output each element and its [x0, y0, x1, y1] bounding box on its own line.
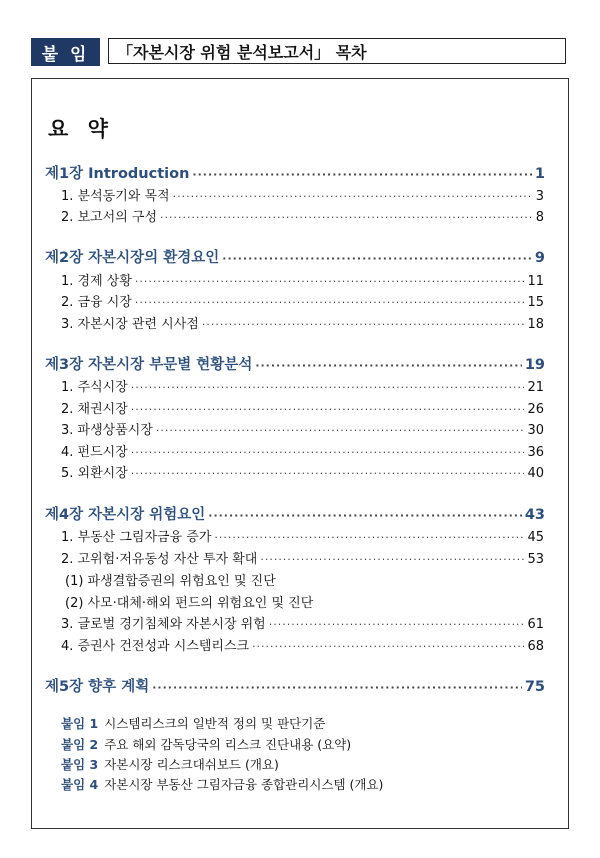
- item-page: 30: [527, 423, 544, 438]
- leader-dots: [135, 296, 525, 309]
- chapter-page: 75: [524, 679, 545, 695]
- leader-dots: [255, 359, 521, 372]
- toc-item[interactable]: [61, 270, 544, 289]
- appendix-text: 주요 해외 감독당국의 리스크 진단내용 (요약): [104, 737, 352, 752]
- item-label: 3. 자본시장 관련 시사점: [61, 317, 199, 332]
- toc-item[interactable]: [61, 419, 544, 438]
- item-page: 18: [527, 317, 544, 332]
- appendix-badge: 붙 임: [31, 38, 100, 66]
- item-page: 11: [527, 274, 544, 289]
- leader-dots: [131, 403, 525, 416]
- leader-dots: [202, 318, 525, 331]
- toc-chapter-1[interactable]: [45, 162, 545, 183]
- toc-item[interactable]: [61, 526, 544, 545]
- appendix-tag: 붙임 4: [61, 777, 99, 792]
- toc-chapter-4[interactable]: [45, 503, 545, 524]
- chapter-page: 9: [534, 250, 545, 266]
- leader-dots: [252, 640, 524, 653]
- item-label: 1. 주식시장: [61, 380, 128, 395]
- chapter-page: 43: [524, 507, 545, 523]
- item-label: 3. 글로벌 경기침체와 자본시장 위험: [61, 617, 266, 632]
- item-page: 8: [535, 210, 544, 225]
- leader-dots: [160, 211, 533, 224]
- chapter-page: 1: [534, 166, 545, 182]
- toc-item[interactable]: [61, 398, 544, 417]
- leader-dots: [269, 618, 525, 631]
- item-label: 5. 외환시장: [61, 466, 128, 481]
- item-page: 15: [527, 295, 544, 310]
- appendix-tag: 붙임 2: [61, 737, 99, 752]
- appendix-item[interactable]: [61, 755, 279, 773]
- appendix-item[interactable]: [61, 735, 351, 753]
- item-label: 2. 금융 시장: [61, 295, 132, 310]
- item-label: 2. 고위험·저유동성 자산 투자 확대: [61, 552, 258, 567]
- appendix-item[interactable]: [61, 714, 325, 732]
- leader-dots: [192, 168, 532, 181]
- item-page: 45: [527, 530, 544, 545]
- item-label: 1. 분석동기와 목적: [61, 189, 170, 204]
- item-page: 26: [527, 402, 544, 417]
- appendix-tag: 붙임 3: [61, 757, 99, 772]
- appendix-item[interactable]: [61, 775, 383, 793]
- item-label: 1. 경제 상황: [61, 274, 132, 289]
- appendix-tag: 붙임 1: [61, 716, 99, 731]
- item-label: 1. 부동산 그림자금융 증가: [61, 530, 212, 545]
- toc-item[interactable]: [61, 291, 544, 310]
- toc-item[interactable]: [61, 635, 544, 654]
- toc-chapter-5[interactable]: [45, 675, 545, 696]
- item-label: 4. 증권사 건전성과 시스템리스크: [61, 639, 250, 654]
- item-page: 3: [535, 189, 544, 204]
- leader-dots: [135, 275, 525, 288]
- item-page: 53: [527, 552, 544, 567]
- leader-dots: [152, 681, 522, 694]
- leader-dots: [173, 190, 533, 203]
- chapter-title: 제5장 향후 계획: [45, 679, 150, 695]
- item-label: 2. 보고서의 구성: [61, 210, 158, 225]
- leader-dots: [131, 446, 525, 459]
- item-label: 4. 펀드시장: [61, 445, 128, 460]
- chapter-title: 제3장 자본시장 부문별 현황분석: [45, 357, 253, 373]
- leader-dots: [131, 467, 525, 480]
- leader-dots: [260, 553, 524, 566]
- toc-item[interactable]: [61, 613, 544, 632]
- toc-item[interactable]: [61, 462, 544, 481]
- item-page: 68: [527, 639, 544, 654]
- document-title: 「자본시장 위험 분석보고서」 목차: [108, 38, 566, 64]
- chapter-title: 제2장 자본시장의 환경요인: [45, 250, 220, 266]
- leader-dots: [208, 509, 522, 522]
- toc-item[interactable]: [61, 441, 544, 460]
- item-page: 40: [527, 466, 544, 481]
- appendix-text: 자본시장 리스크대쉬보드 (개요): [104, 757, 279, 772]
- leader-dots: [131, 381, 525, 394]
- summary-heading: 요 약: [48, 117, 114, 141]
- toc-chapter-3[interactable]: [45, 353, 545, 374]
- toc-item[interactable]: [61, 376, 544, 395]
- chapter-page: 19: [524, 357, 545, 373]
- chapter-title: 제1장 Introduction: [45, 166, 190, 182]
- toc-chapter-2[interactable]: [45, 246, 545, 267]
- leader-dots: [214, 531, 524, 544]
- chapter-title: 제4장 자본시장 위험요인: [45, 507, 206, 523]
- toc-item[interactable]: [61, 313, 544, 332]
- toc-item[interactable]: [61, 548, 544, 567]
- leader-dots: [156, 424, 525, 437]
- item-page: 21: [527, 380, 544, 395]
- item-page: 36: [527, 445, 544, 460]
- item-page: 61: [527, 617, 544, 632]
- header: [31, 38, 566, 66]
- appendix-text: 시스템리스크의 일반적 정의 및 판단기준: [104, 716, 326, 731]
- leader-dots: [222, 252, 532, 265]
- toc-item[interactable]: [61, 185, 544, 204]
- appendix-text: 자본시장 부동산 그림자금융 종합관리시스템 (개요): [104, 777, 384, 792]
- toc-subitem[interactable]: (2) 사모·대체·해외 펀드의 위험요인 및 진단: [65, 596, 314, 611]
- item-label: 3. 파생상품시장: [61, 423, 153, 438]
- toc-item[interactable]: [61, 206, 544, 225]
- item-label: 2. 채권시장: [61, 402, 128, 417]
- toc-subitem[interactable]: (1) 파생결합증권의 위험요인 및 진단: [65, 574, 276, 589]
